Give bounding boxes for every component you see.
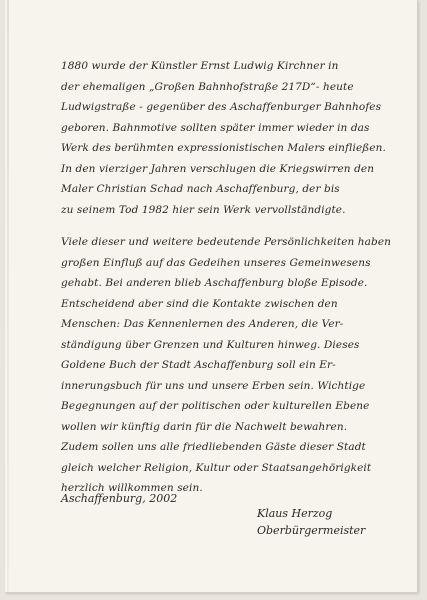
place-date: Aschaffenburg, 2002 — [61, 492, 178, 505]
paper-sheet — [5, 0, 418, 593]
text-line: Begegnungen auf der politischen oder kulturellen Ebene — [61, 400, 370, 412]
text-line: 1880 wurde der Künstler Ernst Ludwig Kirchner in — [61, 60, 339, 72]
text-line: Viele dieser und weitere bedeutende Persönlichkeiten haben — [61, 236, 392, 248]
text-line: Menschen: Das Kennenlernen des Anderen, die Ver- — [61, 318, 344, 330]
text-line: Goldene Buch der Stadt Aschaffenburg soll ein Er- — [61, 359, 336, 371]
signature-title: Oberbürgermeister — [257, 524, 366, 537]
text-line: ständigung über Grenzen und Kulturen hinweg. Dieses — [61, 338, 360, 351]
text-line: innerungsbuch für uns und unsere Erben sein. Wichtige — [61, 379, 366, 392]
text-line: gleich welcher Religion, Kultur oder Staatsangehörigkeit — [61, 461, 372, 474]
text-line: großen Einfluß auf das Gedeihen unseres Gemeinwesens — [61, 256, 371, 269]
text-line: Zudem sollen uns alle friedliebenden Gäste dieser Stadt — [61, 441, 366, 453]
text-line: wollen wir künftig darin für die Nachwelt bewahren. — [61, 420, 348, 433]
text-line: Werk des berühmten expressionistischen Malers einfließen. — [61, 142, 386, 154]
text-line: der ehemaligen „Großen Bahnhofstraße 217D“- heute — [61, 80, 354, 93]
text-line: Ludwigstraße - gegenüber des Aschaffenburger Bahnhofes — [61, 101, 382, 113]
text-line: geboren. Bahnmotive sollten später immer wieder in das — [61, 121, 370, 134]
text-line: herzlich willkommen sein. — [61, 482, 203, 494]
text-line: zu seinem Tod 1982 hier sein Werk vervollständigte. — [61, 203, 346, 216]
text-line: Maler Christian Schad nach Aschaffenburg, der bis — [61, 183, 340, 195]
signature-name: Klaus Herzog — [257, 507, 333, 520]
text-line: gehabt. Bei anderen blieb Aschaffenburg bloße Episode. — [61, 277, 368, 289]
text-line: Entscheidend aber sind die Kontakte zwischen den — [61, 297, 338, 310]
text-line: In den vierziger Jahren verschlugen die Kriegswirren den — [61, 162, 375, 175]
